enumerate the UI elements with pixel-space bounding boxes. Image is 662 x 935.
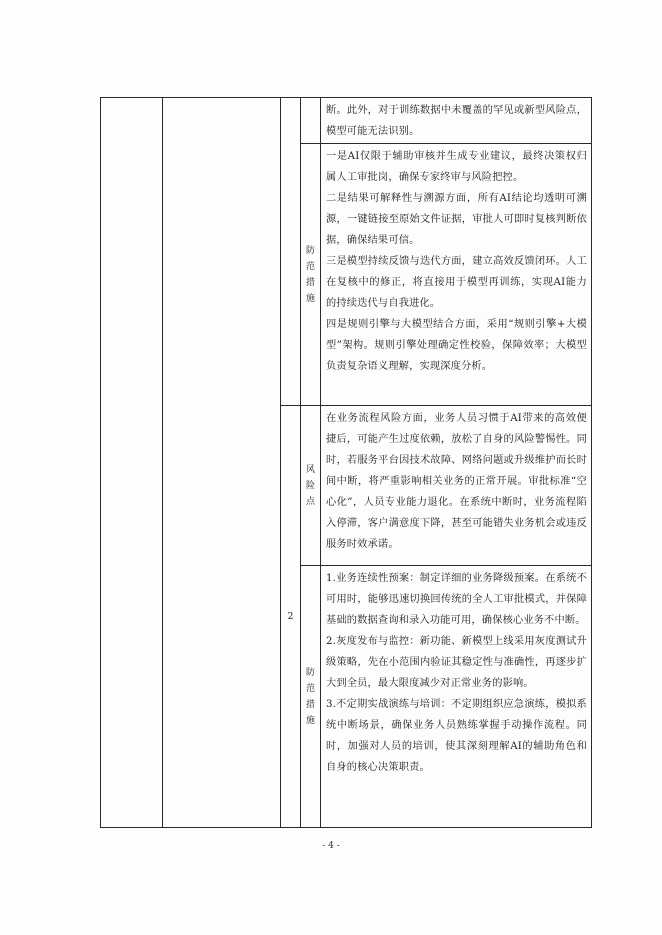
- measure-item: 四是规则引擎与大模型结合方面，采用“规则引擎+大模型”架构。规则引擎处理确定性校验，保障效率；大模型负责复杂语义理解，实现深度分析。: [326, 319, 587, 372]
- risk-table: [100, 97, 592, 828]
- empty-cell-col2: [163, 98, 281, 828]
- measures-cell-2: [321, 566, 592, 828]
- measure-item: 三是模型持续反馈与迭代方面，建立高效反馈闭环。人工在复核中的修正，将直接用于模型再训练，实现AI能力的持续迭代与自我进化。: [326, 256, 587, 309]
- measures-label-1: 防范措施: [305, 245, 315, 304]
- risk-text: 在业务流程风险方面，业务人员习惯于AI带来的高效便捷后，可能产生过度依赖，放松了自身的风险警惕性。同时，若服务平台因技术故障、网络问题或升级维护而长时间中断，将严重影响相关业务的正常开展。审批标准“空心化”，人员专业能力退化。在系统中断时，业务流程陷入停滞，客户满意度下降，甚至可能错失业务机会或违反服务时效承诺。: [326, 413, 587, 550]
- empty-cell-col1: [101, 98, 163, 828]
- continuation-cell: [321, 98, 592, 144]
- measures-label-2: 防范措施: [305, 667, 315, 726]
- measure-item: 一是AI仅限于辅助审核并生成专业建议，最终决策权归属人工审批岗，确保专家终审与风险把控。: [326, 151, 587, 183]
- measure-item: 2.灰度发布与监控：新功能、新模型上线采用灰度测试升级策略，先在小范围内验证其稳定性与准确性，再逐步扩大到全员，最大限度减少对正常业务的影响。: [326, 636, 587, 689]
- risk-text-cell: [321, 406, 592, 566]
- risk-label-cell: [301, 406, 321, 566]
- measure-item: 二是结果可解释性与溯源方面，所有AI结论均透明可溯源，一键链接至原始文件证据，审批人可即时复核判断依据，确保结果可信。: [326, 193, 587, 246]
- item-number: 2: [287, 611, 294, 622]
- page-number: - 4 -: [322, 841, 340, 851]
- measures-cell-1: [321, 144, 592, 406]
- measures-label-cell-1: [301, 144, 321, 406]
- measure-item: 3.不定期实战演练与培训：不定期组织应急演练，模拟系统中断场景，确保业务人员熟练掌握手动操作流程。同时，加强对人员的培训，使其深刻理解AI的辅助角色和自身的核心决策职责。: [326, 699, 587, 773]
- empty-label-cell: [301, 98, 321, 144]
- measure-item: 1.业务连续性预案：制定详细的业务降级预案。在系统不可用时，能够迅速切换回传统的全人工审批模式，并保障基础的数据查询和录入功能可用，确保核心业务不中断。: [326, 573, 587, 626]
- measures-label-cell-2: [301, 566, 321, 828]
- table-row-continuation: [101, 98, 592, 144]
- empty-number-cell-1: [281, 98, 301, 406]
- item-number-cell: [281, 406, 301, 828]
- risk-label: 风险点: [305, 464, 315, 507]
- continuation-text: 断。此外，对于训练数据中未覆盖的罕见或新型风险点，模型可能无法识别。: [326, 105, 587, 137]
